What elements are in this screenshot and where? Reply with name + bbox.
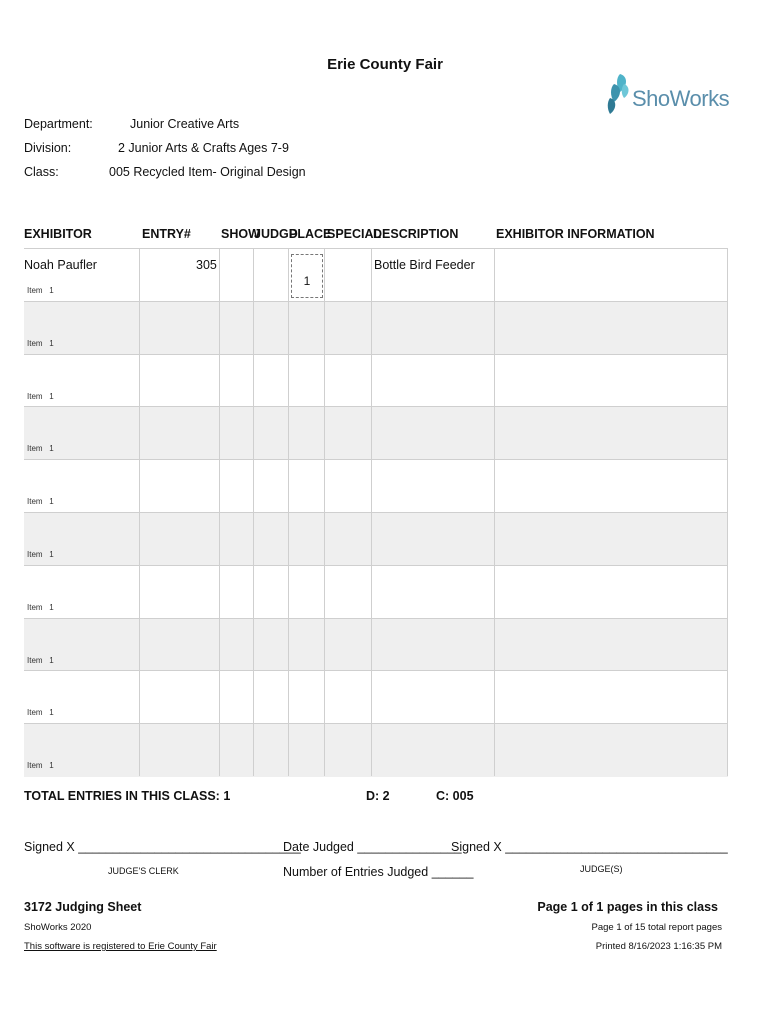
judge-caption: JUDGE(S) <box>580 864 623 874</box>
table-row <box>24 565 728 619</box>
fair-title: Erie County Fair <box>327 56 443 73</box>
class-code: C: 005 <box>436 789 474 803</box>
item-label: Item 1 <box>27 655 54 665</box>
item-label: Item 1 <box>27 444 54 454</box>
class-value: 005 Recycled Item- Original Design <box>109 165 306 179</box>
place-field[interactable] <box>291 254 323 298</box>
item-label: Item 1 <box>27 338 54 348</box>
entries-table <box>24 248 728 776</box>
page-total: Page 1 of 15 total report pages <box>591 922 722 933</box>
item-label: Item 1 <box>27 391 54 401</box>
item-label: Item 1 <box>27 708 54 718</box>
judge-signature-line[interactable]: Signed X ________________________________ <box>451 840 728 854</box>
department-label: Department: <box>24 117 93 131</box>
division-code: D: 2 <box>366 789 390 803</box>
column-divider <box>253 248 254 776</box>
table-row <box>24 459 728 513</box>
col-exhibitor: EXHIBITOR <box>24 227 92 241</box>
date-judged-line[interactable]: Date Judged _______________ <box>283 840 462 854</box>
page-in-class: Page 1 of 1 pages in this class <box>537 900 718 914</box>
table-row <box>24 301 728 355</box>
column-divider <box>494 248 495 776</box>
entry-description: Bottle Bird Feeder <box>374 258 475 272</box>
col-special: SPECIAL <box>327 227 382 241</box>
division-value: 2 Junior Arts & Crafts Ages 7-9 <box>118 141 289 155</box>
showorks-logo <box>606 70 730 120</box>
column-divider <box>139 248 140 776</box>
table-row <box>24 406 728 460</box>
column-divider <box>371 248 372 776</box>
logo-text: ShoWorks <box>632 86 730 111</box>
software-version: ShoWorks 2020 <box>24 922 92 933</box>
item-label: Item 1 <box>27 550 54 559</box>
table-row <box>24 618 728 672</box>
col-show: SHOW <box>221 227 260 241</box>
table-row <box>24 512 728 566</box>
col-place: PLACE <box>289 227 332 241</box>
class-label: Class: <box>24 165 59 179</box>
table-row <box>24 670 728 724</box>
item-label: Item 1 <box>27 286 54 295</box>
column-divider <box>219 248 220 776</box>
total-entries: TOTAL ENTRIES IN THIS CLASS: 1 <box>24 789 231 803</box>
column-divider <box>727 248 728 776</box>
col-entry: ENTRY# <box>142 227 191 241</box>
table-row <box>24 723 728 777</box>
entry-number: 305 <box>196 258 217 272</box>
col-exhibitor-info: EXHIBITOR INFORMATION <box>496 227 655 241</box>
registration-link[interactable]: This software is registered to Erie County Fair <box>24 941 217 952</box>
table-row <box>24 354 728 408</box>
column-divider <box>324 248 325 776</box>
col-description: DESCRIPTION <box>373 227 459 241</box>
sheet-title: 3172 Judging Sheet <box>24 900 142 914</box>
item-label: Item 1 <box>27 497 54 507</box>
exhibitor-name: Noah Paufler <box>24 258 97 272</box>
col-judgd: JUDGD <box>254 227 298 241</box>
clerk-signature-line[interactable]: Signed X ________________________________ <box>24 840 301 854</box>
printed-timestamp: Printed 8/16/2023 1:16:35 PM <box>595 941 722 952</box>
department-value: Junior Creative Arts <box>130 117 240 131</box>
column-divider <box>288 248 289 776</box>
item-label: Item 1 <box>27 602 54 612</box>
item-label: Item 1 <box>27 761 54 771</box>
place-value: 1 <box>303 274 311 288</box>
division-label: Division: <box>24 141 72 155</box>
entries-judged-line[interactable]: Number of Entries Judged ______ <box>283 865 474 879</box>
table-row <box>24 248 728 302</box>
clerk-caption: JUDGE'S CLERK <box>108 866 179 876</box>
